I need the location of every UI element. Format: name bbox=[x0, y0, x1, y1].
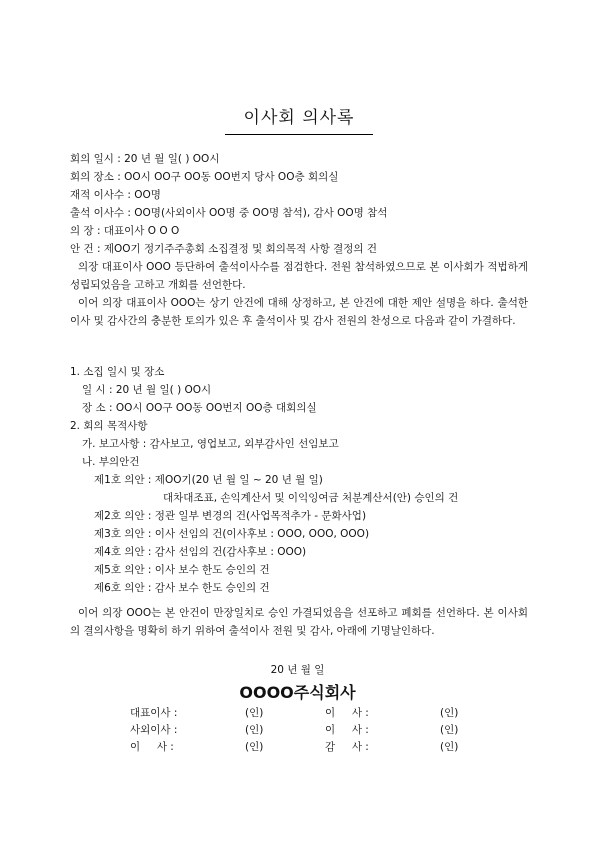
signature-title: 감 사 : bbox=[325, 741, 369, 753]
seal-mark: (인) bbox=[440, 724, 459, 736]
paragraph-opening: 의장 대표이사 OOO 등단하여 출석이사수를 점검한다. 전원 참석하였으므로 본 이사회가 적법하게 성립되었음을 고하고 개회를 선언한다. bbox=[70, 261, 528, 291]
section1-time: 일 시 : 20 년 월 일( ) OO시 bbox=[82, 384, 212, 396]
agenda-item-4: 제4호 의안 : 감사 선임의 건(감사후보 : OOO) bbox=[94, 546, 307, 558]
section1-heading: 1. 소집 일시 및 장소 bbox=[70, 366, 165, 378]
seal-mark: (인) bbox=[440, 741, 459, 753]
meeting-place: 회의 장소 : OO시 OO구 OO동 OO번지 당사 OO층 회의실 bbox=[70, 171, 339, 183]
proposal-paragraph bbox=[70, 294, 528, 330]
seal-mark: (인) bbox=[245, 741, 264, 753]
paragraph-closing: 이어 의장 OOO는 본 안건이 만장일치로 승인 가결되었음을 선포하고 폐회를 선언하다. 본 이사회의 결의사항을 명확히 하기 위하여 출석이사 전원 및 감사, 아래에 기명날인하다. bbox=[70, 607, 528, 637]
attending-directors: 출석 이사수 : OO명(사외이사 OO명 중 OO명 참석), 감사 OO명 참석 bbox=[70, 207, 388, 219]
section1-place: 장 소 : OO시 OO구 OO동 OO번지 OO층 대회의실 bbox=[82, 402, 317, 414]
signature-title: 이 사 : bbox=[325, 724, 369, 736]
agenda-item-1-detail: 대차대조표, 손익계산서 및 이익잉여금 처분계산서(안) 승인의 건 bbox=[163, 492, 459, 504]
document-title: 이사회 의사록 bbox=[225, 103, 373, 135]
closing-paragraph bbox=[70, 604, 528, 640]
company-name: OOOO주식회사 bbox=[239, 683, 356, 702]
agenda-item-6: 제6호 의안 : 감사 보수 한도 승인의 건 bbox=[94, 582, 270, 594]
report-items: 가. 보고사항 : 감사보고, 영업보고, 외부감사인 선임보고 bbox=[82, 438, 339, 450]
signature-title: 이 사 : bbox=[130, 741, 174, 753]
signature-row bbox=[0, 739, 595, 753]
agenda-item-2: 제2호 의안 : 정관 일부 변경의 건(사업목적추가 - 문화사업) bbox=[94, 510, 367, 522]
signature-title: 이 사 : bbox=[325, 707, 369, 719]
signature-row bbox=[0, 705, 595, 719]
agenda-item-5: 제5호 의안 : 이사 보수 한도 승인의 건 bbox=[94, 564, 270, 576]
agenda-item-3: 제3호 의안 : 이사 선임의 건(이사후보 : OOO, OOO, OOO) bbox=[94, 528, 370, 540]
signature-row bbox=[0, 722, 595, 736]
registered-directors: 재적 이사수 : OO명 bbox=[70, 189, 161, 201]
agenda: 안 건 : 제OO기 정기주주총회 소집결정 및 회의목적 사항 결정의 건 bbox=[70, 243, 378, 255]
opening-paragraph bbox=[70, 258, 528, 294]
chairperson: 의 장 : 대표이사 O O O bbox=[70, 225, 180, 237]
signature-title: 대표이사 : bbox=[130, 707, 178, 719]
signing-date: 20 년 월 일 bbox=[270, 664, 325, 676]
meeting-datetime: 회의 일시 : 20 년 월 일( ) OO시 bbox=[70, 153, 220, 165]
signature-title: 사외이사 : bbox=[130, 724, 178, 736]
section2-heading: 2. 회의 목적사항 bbox=[70, 420, 148, 432]
seal-mark: (인) bbox=[245, 724, 264, 736]
paragraph-proposal: 이어 의장 대표이사 OOO는 상기 안건에 대해 상정하고, 본 안건에 대한 제안 설명을 하다. 출석한 이사 및 감사간의 충분한 토의가 있은 후 출석이사 및 감사 전원의 찬성으로 다음과 같이 가결하다. bbox=[70, 297, 528, 327]
agenda-item-1: 제1호 의안 : 제OO기(20 년 월 일 ~ 20 년 월 일) bbox=[94, 474, 323, 486]
resolution-heading: 나. 부의안건 bbox=[82, 456, 140, 468]
seal-mark: (인) bbox=[440, 707, 459, 719]
seal-mark: (인) bbox=[245, 707, 264, 719]
